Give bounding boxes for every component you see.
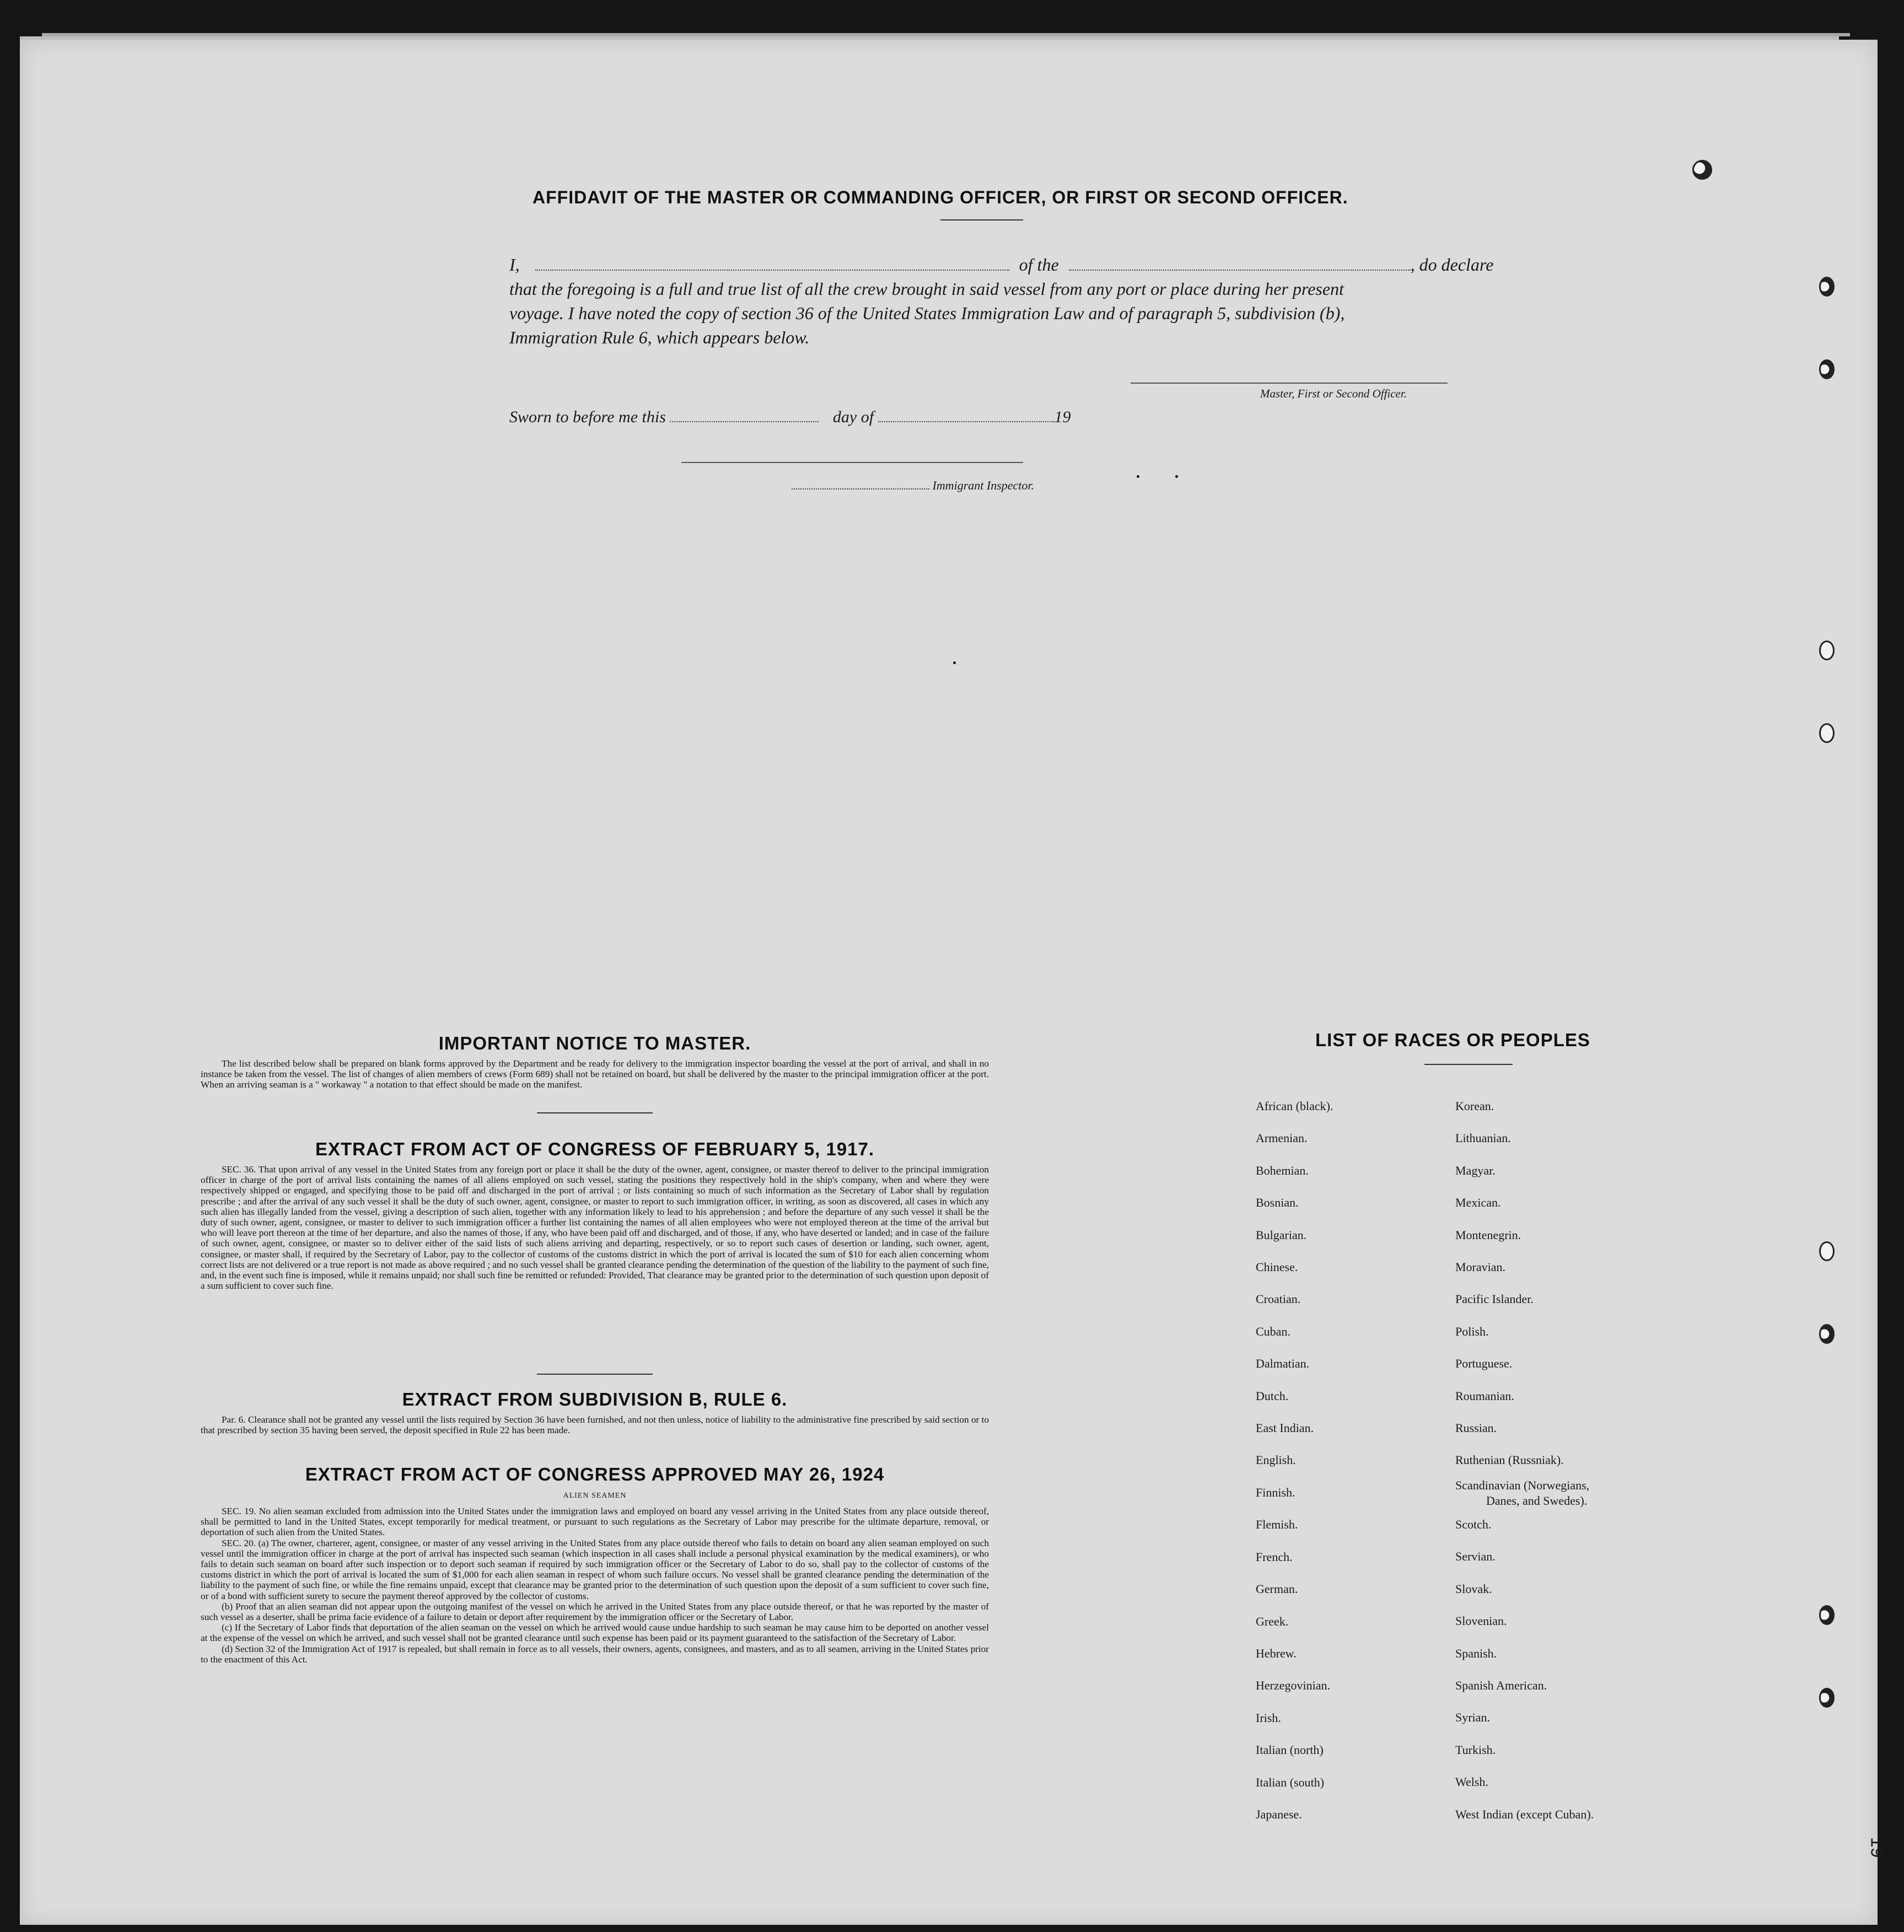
extract-1924-title: EXTRACT FROM ACT OF CONGRESS APPROVED MAY 26, 1924 [305, 1464, 885, 1484]
race-item: Chinese. [1256, 1260, 1298, 1274]
race-item: Russian. [1455, 1421, 1497, 1435]
sec-19-paragraph: SEC. 19. No alien seaman excluded from admission into the United States under the immigration laws and employed on board any vessel arriving in the United States from any place outside thereof, shall be permitted to land in the United States, except temporarily for medical treatment, or pursuant to such regulations as the Secretary of Labor may prescribe for the ultimate departure, removal, or deportation of such alien from the United States. [201, 1506, 989, 1538]
race-item: African (black). [1256, 1099, 1333, 1113]
section-divider [537, 1112, 653, 1113]
declaration-line-3: voyage. I have noted the copy of section 36 of the United States Immigration Law and of paragraph 5, subdivision (b), [509, 303, 1345, 323]
subdivision-b-title: EXTRACT FROM SUBDIVISION B, RULE 6. [402, 1389, 788, 1409]
speck-mark [1175, 475, 1178, 478]
race-item: East Indian. [1256, 1421, 1314, 1435]
race-item: Dalmatian. [1256, 1357, 1310, 1371]
race-item: Slovenian. [1455, 1614, 1507, 1628]
signature-caption: Master, First or Second Officer. [1260, 387, 1407, 400]
race-item: Dutch. [1256, 1389, 1289, 1403]
race-item: Spanish. [1455, 1646, 1497, 1660]
races-title: LIST OF RACES OR PEOPLES [1315, 1030, 1590, 1050]
race-item: Servian. [1455, 1549, 1496, 1564]
race-item: West Indian (except Cuban). [1455, 1807, 1594, 1821]
race-item: Cuban. [1256, 1324, 1290, 1338]
vessel-name-field[interactable] [1069, 270, 1411, 271]
sworn-day-field[interactable] [670, 421, 819, 422]
race-item: Italian (south) [1256, 1775, 1325, 1789]
race-item: Italian (north) [1256, 1743, 1324, 1757]
race-item: Slovak. [1455, 1581, 1492, 1596]
race-item: Scotch. [1455, 1517, 1492, 1531]
race-item: Greek. [1256, 1614, 1289, 1628]
page-edge [20, 36, 1839, 40]
bleed-through-text [119, 139, 129, 176]
punch-hole-icon [1819, 1324, 1835, 1344]
declarant-name-field[interactable] [535, 270, 1009, 271]
sec-20c-paragraph: (c) If the Secretary of Labor finds that deportation of the alien seaman on the vessel on which he arrived would cause undue hardship to such seaman he may cause him to be deported on another vessel at the expense of the vessel on which he arrived, and such vessel shall not be granted clearance until such expense has been paid or its payment guaranteed to the satisfaction of the Secretary of Labor. [201, 1622, 989, 1644]
punch-hole-icon [1688, 156, 1715, 183]
race-item: Lithuanian. [1455, 1131, 1511, 1145]
inspector-caption: Immigrant Inspector. [932, 478, 1035, 492]
punch-hole-icon [1819, 723, 1835, 743]
race-item-line: Danes, and Swedes). [1486, 1493, 1588, 1508]
race-item: Armenian. [1256, 1131, 1308, 1145]
race-item: French. [1256, 1549, 1293, 1564]
sec-20b-paragraph: (b) Proof that an alien seaman did not appear upon the outgoing manifest of the vessel on which he arrived in the United States from any place outside thereof, or that he was reported by the master of such vessel as a deserter, shall be prima facie evidence of a failure to detain or deport after requirement by the immigration officer or the Secretary of Labor. [201, 1601, 989, 1623]
punch-hole-icon [1819, 1241, 1835, 1261]
race-item: German. [1256, 1582, 1298, 1596]
race-item: Turkish. [1455, 1742, 1496, 1757]
race-item: Syrian. [1455, 1710, 1490, 1725]
document-page [20, 40, 1888, 1925]
race-item: Spanish American. [1455, 1678, 1547, 1692]
race-item: Bulgarian. [1256, 1228, 1307, 1242]
section-divider [537, 1374, 653, 1375]
declaration-line-4: Immigration Rule 6, which appears below. [509, 327, 810, 347]
page-number: 19 [1867, 1837, 1888, 1858]
race-item: Bohemian. [1256, 1163, 1309, 1177]
page-edge [42, 33, 1850, 36]
speck-mark [953, 661, 956, 664]
race-item: Irish. [1256, 1710, 1281, 1725]
race-item: Portuguese. [1455, 1357, 1513, 1371]
race-item: Magyar. [1455, 1163, 1496, 1177]
sworn-label: Sworn to before me this [509, 408, 666, 426]
punch-hole-icon [1819, 1688, 1835, 1708]
sec-20d-paragraph: (d) Section 32 of the Immigration Act of 1917 is repealed, but shall remain in force as to all vessels, their owners, agents, consignees, and masters, and as to all seamen, arriving in the United States prior to the enactment of this Act. [201, 1643, 989, 1665]
year-label: 19 [1054, 408, 1071, 426]
day-of-label: day of [832, 408, 874, 426]
par-6-paragraph: Par. 6. Clearance shall not be granted any vessel until the lists required by Section 36 have been furnished, and not then unless, notice of liability to the administrative fine prescribed by said section or to that prescribed by section 35 having been served, the deposit specified in Rule 22 has been made. [201, 1414, 989, 1436]
race-item: Mexican. [1455, 1196, 1501, 1210]
race-item: Roumanian. [1455, 1389, 1514, 1403]
extract-1917-text [201, 1164, 989, 1291]
extract-1917-title: EXTRACT FROM ACT OF CONGRESS OF FEBRUARY 5, 1917. [315, 1139, 875, 1159]
race-item-line: Scandinavian (Norwegians, [1455, 1478, 1590, 1492]
inspector-row [792, 478, 1034, 493]
race-item: Korean. [1455, 1099, 1494, 1113]
declarant-prefix: I, [509, 255, 520, 275]
race-item: Polish. [1455, 1324, 1489, 1338]
master-signature-line[interactable] [1131, 383, 1448, 384]
race-item: Herzegovinian. [1256, 1678, 1330, 1693]
race-item-multiline [1455, 1477, 1594, 1509]
notice-text [201, 1058, 989, 1090]
punch-hole-icon [1819, 641, 1835, 660]
punch-hole-icon [1819, 1605, 1835, 1625]
race-item: Montenegrin. [1455, 1228, 1521, 1242]
subdivision-b-text [201, 1414, 989, 1435]
notice-paragraph: The list described below shall be prepared on blank forms approved by the Department and be ready for delivery to the immigration inspector boarding the vessel at the port of arrival, and shall in no instance be taken from the vessel. The list of changes of alien members of crews (Form 689) shall not be retained on board, but shall be delivered by the master to the principal immigration officer at the port. When an arriving seaman is a " workaway " a notation to that effect should be made on the manifest. [201, 1058, 989, 1090]
races-left-column [1256, 1090, 1333, 1831]
punch-hole-icon [1819, 359, 1835, 379]
section-36-paragraph: SEC. 36. That upon arrival of any vessel in the United States from any foreign port or place it shall be the duty of the owner, agent, consignee, or master thereof to deliver to the principal immigration officer in charge of the port of arrival lists containing the names of all aliens employed on such vessel, stating the positions they respectively hold in the ship's company, when and where they were respectively shipped or engaged, and specifying those to be paid off and discharged in the port of arrival ; or lists containing so much of such information as the Secretary of Labor shall by regulation prescribe ; and after the arrival of any such vessel it shall be the duty of such owner, agent, consignee, or master to report to such immigration officer, in writing, as soon as discovered, all cases in which any such alien has illegally landed from the vessel, giving a description of such alien, together with any information likely to lead to his apprehension ; and before the departure of any such vessel it shall be the duty of such owner, agent, consignee, or master to deliver to such immigration officer a further list containing the names of all alien employees who were not employed thereon at the time of the arrival but who will leave port thereon at the time of her departure, and also the names of those, if any, who have been paid off and discharged, and of those, if any, who have deserted or landed; and in case of the failure of such owner, agent, consignee, or master so to deliver either of the said lists of such aliens arriving and departing, respectively, or so to report such cases of desertion or landing, such owner, agent, consignee, or master shall, if required by the Secretary of Labor, pay to the collector of customs of the customs district in which the port of arrival is located the sum of $10 for each alien concerning whom correct lists are not delivered or a true report is not made as above required ; and no such vessel shall be granted clearance pending the determination of the question of the liability to the payment of such fine, and, in the event such fine is imposed, while it remains unpaid; nor shall such fine be remitted or refunded: Provided, That clearance may be granted prior to the determination of such question upon deposit of a sum sufficient to cover such fine. [201, 1164, 989, 1291]
extract-1924-text [201, 1506, 989, 1665]
inspector-signature-line[interactable] [681, 462, 1023, 463]
races-title-underline [1424, 1064, 1513, 1065]
punch-hole-icon [1819, 277, 1835, 297]
race-item: Croatian. [1256, 1292, 1301, 1306]
sworn-month-field[interactable] [878, 421, 1055, 422]
declare-label: , do declare [1410, 255, 1494, 275]
alien-seamen-subtitle: ALIEN SEAMEN [563, 1492, 627, 1500]
inspector-name-field[interactable] [792, 488, 929, 489]
race-item: Japanese. [1256, 1807, 1302, 1821]
race-item: Welsh. [1455, 1775, 1488, 1789]
race-item: Flemish. [1256, 1517, 1298, 1532]
races-right-column [1455, 1090, 1594, 1831]
race-item: Hebrew. [1256, 1646, 1297, 1660]
race-item: English. [1256, 1453, 1296, 1467]
race-item: Ruthenian (Russniak). [1455, 1453, 1564, 1467]
sworn-row [509, 408, 1071, 427]
of-the-label: of the [1019, 255, 1059, 275]
speck-mark [1137, 475, 1139, 478]
sec-20a-paragraph: SEC. 20. (a) The owner, charterer, agent, consignee, or master of any vessel arriving in the United States from any place outside thereof who fails to detain on board any alien seaman employed on such vessel until the immigration officer in charge at the port of arrival has inspected such seaman (which inspection in all cases shall include a personal physical examination by the medical examiners), or who fails to detain such seaman on board after such inspection or to deport such seaman if required by such immigration officer or the Secretary of Labor to do so, shall pay to the collector of customs of the customs district in which the port of arrival is located the sum of $1,000 for each alien seaman in respect of whom such failure occurs. No vessel shall be granted clearance pending the determination of the liability to the payment of such fine, or while the fine remains unpaid, except that clearance may be granted prior to the determination of such question upon the deposit of a sum sufficient to cover such fine, or of a bond with sufficient surety to secure the payment thereof approved by the collector of customs. [201, 1537, 989, 1601]
race-item: Finnish. [1256, 1485, 1295, 1499]
title-underline [940, 219, 1023, 220]
declaration-line-1 [509, 255, 1493, 275]
race-item: Bosnian. [1256, 1196, 1299, 1210]
declaration-line-2: that the foregoing is a full and true list of all the crew brought in said vessel from any port or place during her present [509, 279, 1344, 299]
race-item: Pacific Islander. [1455, 1292, 1534, 1306]
race-item: Moravian. [1455, 1260, 1506, 1274]
affidavit-title: AFFIDAVIT OF THE MASTER OR COMMANDING OFFICER, OR FIRST OR SECOND OFFICER. [533, 187, 1348, 207]
notice-title: IMPORTANT NOTICE TO MASTER. [438, 1033, 751, 1053]
